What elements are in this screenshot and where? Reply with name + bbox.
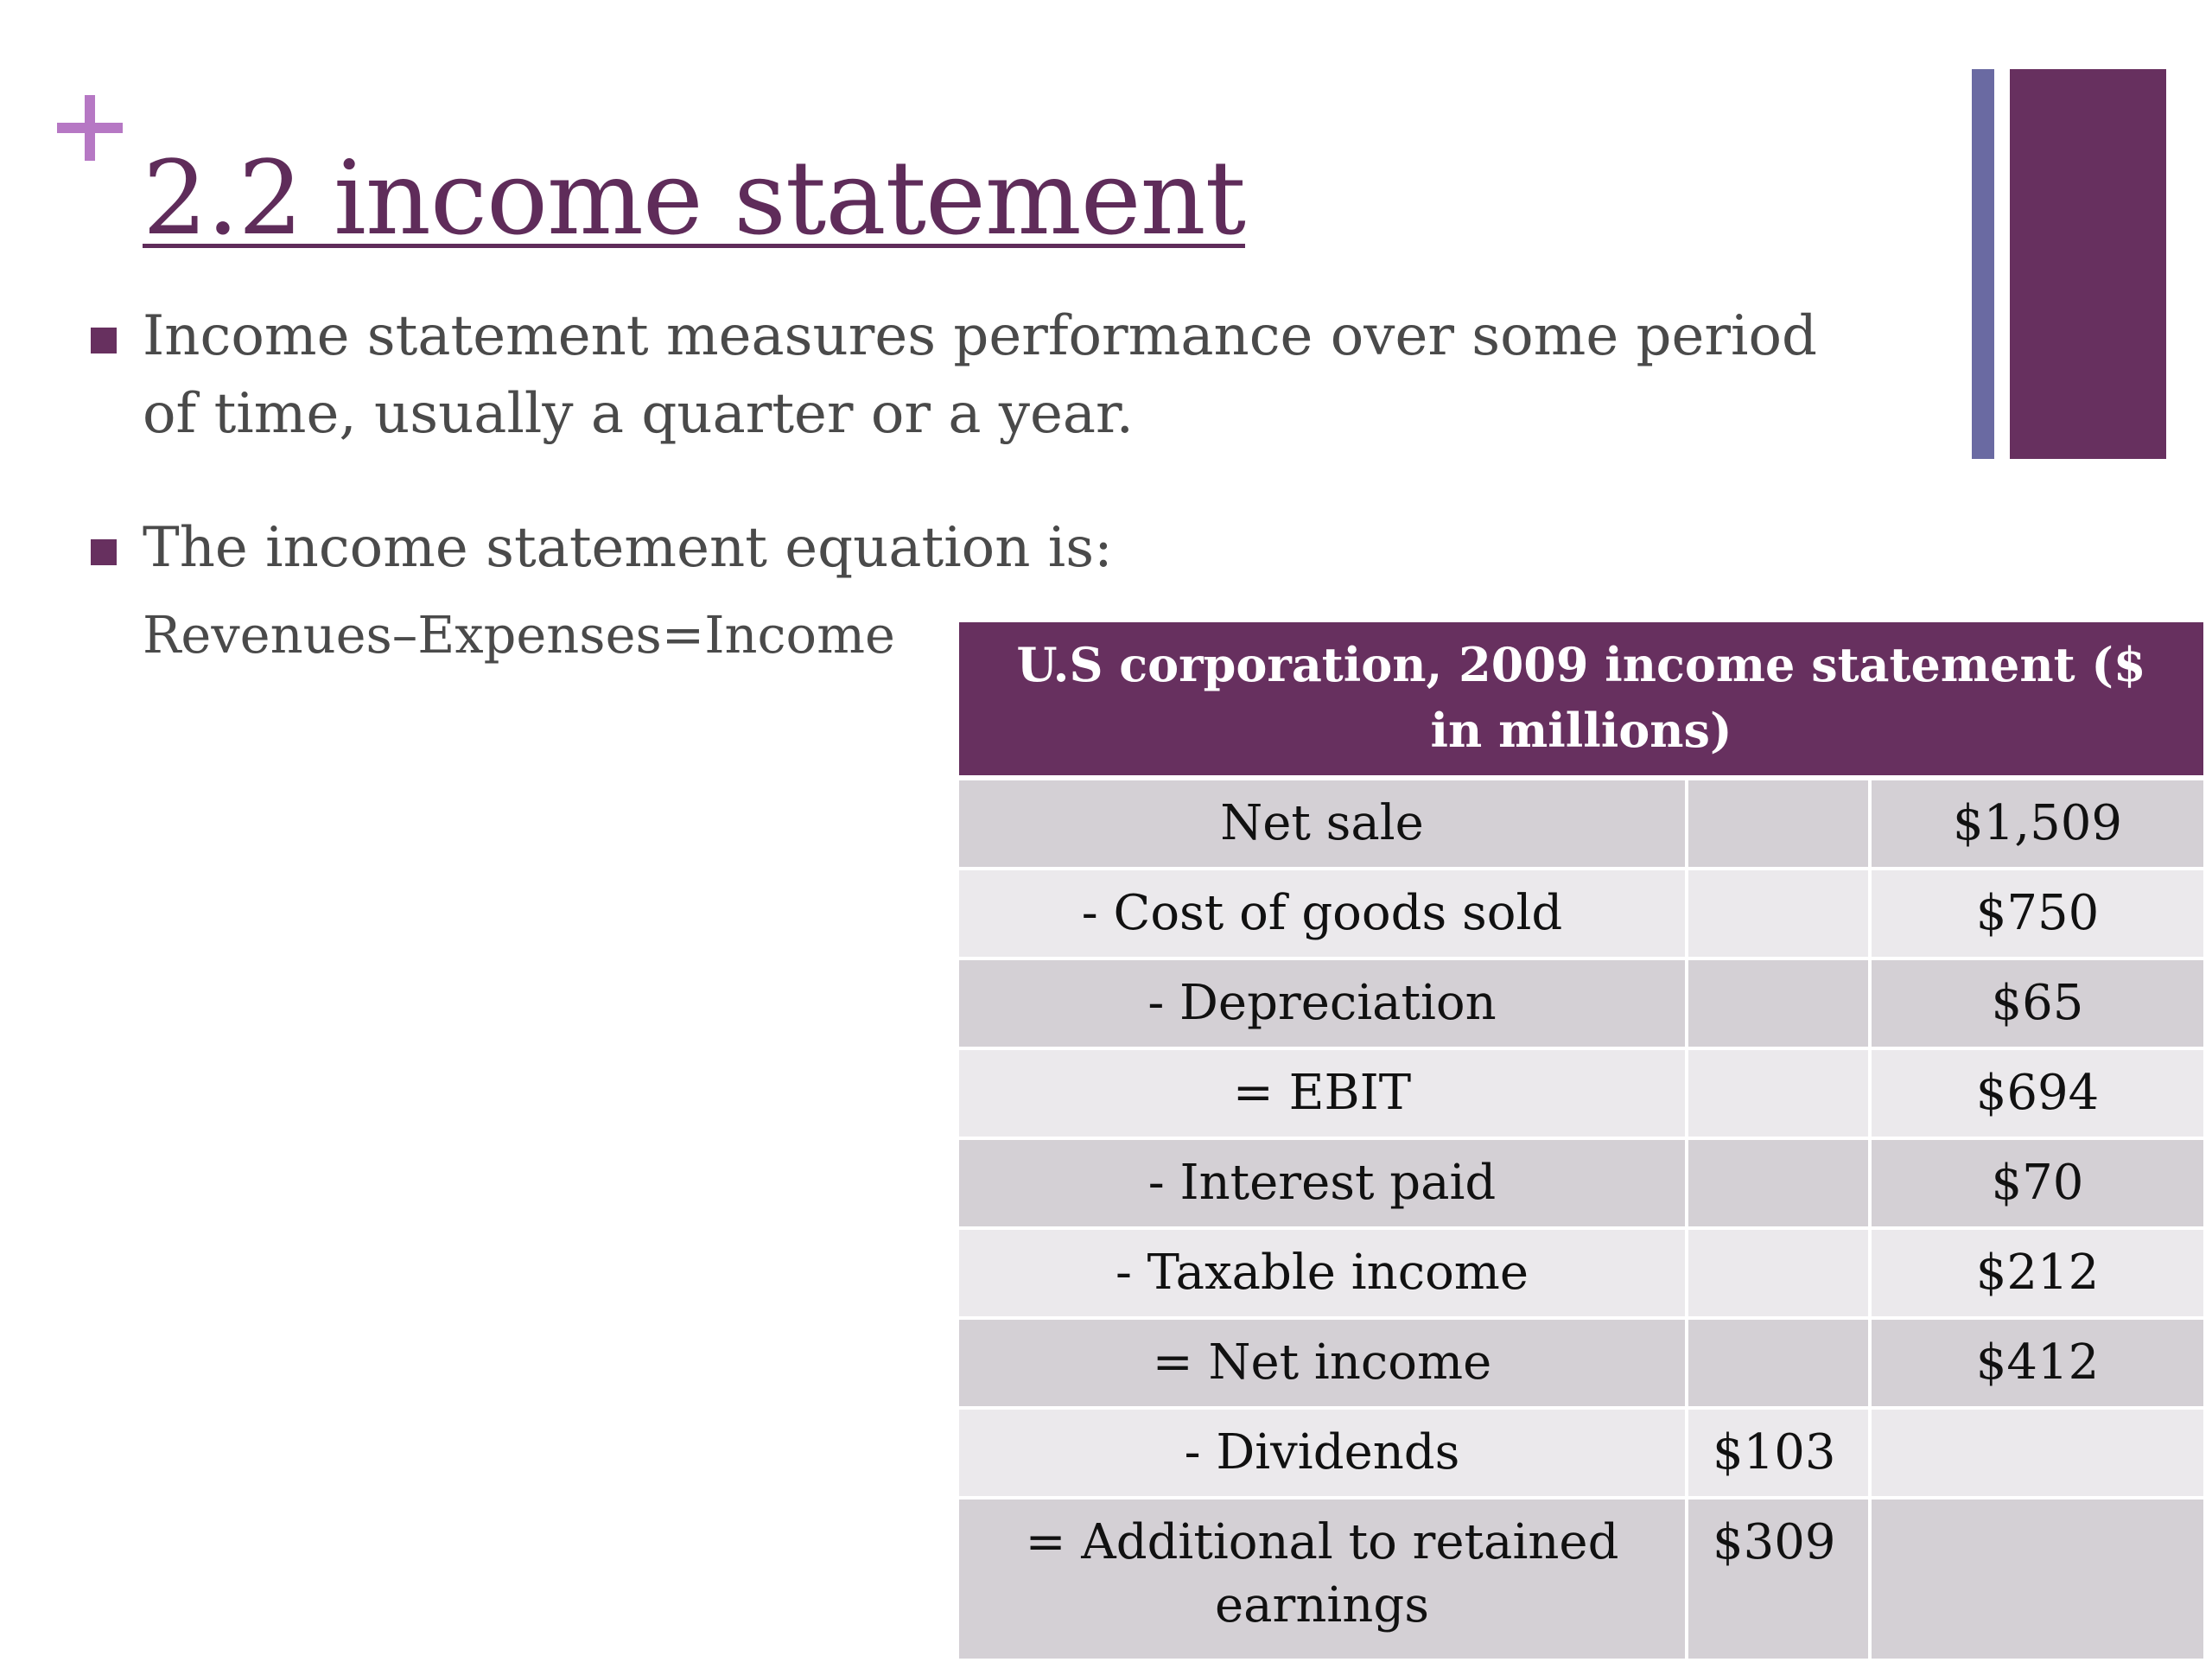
- income-statement-table: [959, 622, 2203, 1662]
- plus-icon: [57, 95, 123, 161]
- table-row: [959, 1408, 2203, 1498]
- row-total-value: $1,509: [1870, 778, 2203, 869]
- row-item: - Interest paid: [959, 1138, 1687, 1228]
- bullet-income-statement-definition: [91, 298, 1862, 453]
- row-mid-value: [1687, 1228, 1870, 1318]
- accent-bar-thin: [1972, 69, 1994, 459]
- row-total-value: [1870, 1498, 2203, 1660]
- row-total-value: $750: [1870, 869, 2203, 958]
- page-title: 2.2 income statement: [143, 138, 1245, 258]
- table-row: [959, 1498, 2203, 1660]
- bullet-text: The income statement equation is:: [143, 516, 1113, 580]
- table-row: [959, 1138, 2203, 1228]
- row-item: = Net income: [959, 1318, 1687, 1408]
- row-mid-value: [1687, 1318, 1870, 1408]
- table-header-row: [959, 622, 2203, 778]
- table-row: [959, 1048, 2203, 1138]
- table-header: U.S corporation, 2009 income statement ($ in millions): [959, 622, 2203, 778]
- row-total-value: [1870, 1408, 2203, 1498]
- row-mid-value: $309: [1687, 1498, 1870, 1660]
- row-item: - Cost of goods sold: [959, 869, 1687, 958]
- table-row: [959, 869, 2203, 958]
- row-mid-value: [1687, 778, 1870, 869]
- row-total-value: $70: [1870, 1138, 2203, 1228]
- row-mid-value: [1687, 958, 1870, 1048]
- row-item: - Dividends: [959, 1408, 1687, 1498]
- square-bullet-icon: [91, 328, 117, 353]
- row-item: - Taxable income: [959, 1228, 1687, 1318]
- row-mid-value: [1687, 869, 1870, 958]
- row-total-value: $212: [1870, 1228, 2203, 1318]
- table-row: [959, 778, 2203, 869]
- row-total-value: $65: [1870, 958, 2203, 1048]
- row-item: - Depreciation: [959, 958, 1687, 1048]
- square-bullet-icon: [91, 539, 117, 565]
- row-item: Net sale: [959, 778, 1687, 869]
- row-mid-value: [1687, 1048, 1870, 1138]
- income-equation: Revenues–Expenses=Income: [143, 605, 895, 665]
- table-row: [959, 1318, 2203, 1408]
- row-item: = Additional to retained earnings: [959, 1498, 1687, 1660]
- row-mid-value: $103: [1687, 1408, 1870, 1498]
- row-item: = EBIT: [959, 1048, 1687, 1138]
- row-total-value: $412: [1870, 1318, 2203, 1408]
- table-row: [959, 1228, 2203, 1318]
- accent-bar-wide: [2010, 69, 2166, 459]
- table-row: [959, 958, 2203, 1048]
- row-mid-value: [1687, 1138, 1870, 1228]
- row-total-value: $694: [1870, 1048, 2203, 1138]
- bullet-equation-intro: [91, 510, 1862, 588]
- bullet-text: Income statement measures performance over some period of time, usually a quarter or a year.: [143, 304, 1817, 446]
